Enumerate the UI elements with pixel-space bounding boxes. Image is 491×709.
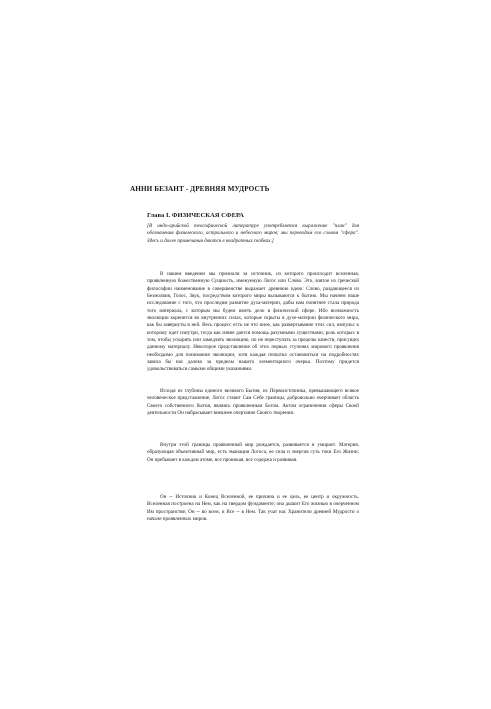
paragraph-3: Внутри этой границы проявленный мир рождается, развивается и умирает. Материя, образующая объективный мир, есть эманация Логоса, ее сила и энергия суть токи Его Жизни; Он пребывает в каждом атоме, все проникая, все содержа и развивая. xyxy=(147,442,359,463)
document-title: АННИ БЕЗАНТ - ДРЕВНЯЯ МУДРОСТЬ xyxy=(130,185,270,193)
paragraph-4: Он -- Источник и Конец Вселенной, ее причина и ее цель, ее центр и окружность. Вселенная построена на Нем, как на твердом фундаменте; она дышит Его жизнью в очерченном Им пространстве; Он -- во всем, и Все -- в Нем. Так учат нас Хранители древней Мудрости о начале проявленных миров. xyxy=(147,494,359,523)
translator-note: [В индо-арийской теософической литературе употребляется выражение "план" для обозначения физического, астрального и небесного миров; мы переводим его словом "сфера". Здесь и далее примечания даются в квадратных скобках.] xyxy=(147,223,359,244)
paragraph-2: Исходя из глубины единого великого Бытия, из Первоисточника, превышающего всякое человеческое представление, Логос ставит Сам Себе границы, добровольно очерчивает область Своего собственного бытия, являясь проявленным Богом. Актом ограничения сферы Своей деятельности Он набрасывает внешнее очертание Своего творения. xyxy=(147,388,359,417)
paragraph-1: В нашем введении мы признали за источник, из которого происходит вселенная, проявленную божественную Сущность, именуемую Логос или Слово. Это, взятое из греческой философии наименование в совершенстве выражает древнюю идею: Слово, раздающееся из Безмолвия, Голос, Звук, посредством которого миры вызываются к бытию. Мы начнем наше исследование с того, что проследим развитие духа-материи, дабы нам понятнее стала природа того материала, с которым мы будем иметь дело в физической сфере. Ибо возможность эволюции коренится во внутренних силах, которые скрыты в духе-материи физического мира, как бы завернуты в ней. Весь процесс есть не что иное, как развертывание этих сил, импульс к которому идет изнутри, тогда как извне дается помощь разумными существами, роль которых в том, чтобы ускорять или замедлять эволюцию, но не переступать за пределы качеств, присущих данному материалу. Некоторое представление об этих первых ступенях мирового проявления необходимо для понимания эволюции, хотя каждая попытка остановиться на подробностях завела бы нас далеко за пределы нашего элементарного очерка. Поэтому придется удовольствоваться самыми общими указаниями. xyxy=(147,271,359,373)
chapter-title: Глава I. ФИЗИЧЕСКАЯ СФЕРА xyxy=(147,212,244,219)
